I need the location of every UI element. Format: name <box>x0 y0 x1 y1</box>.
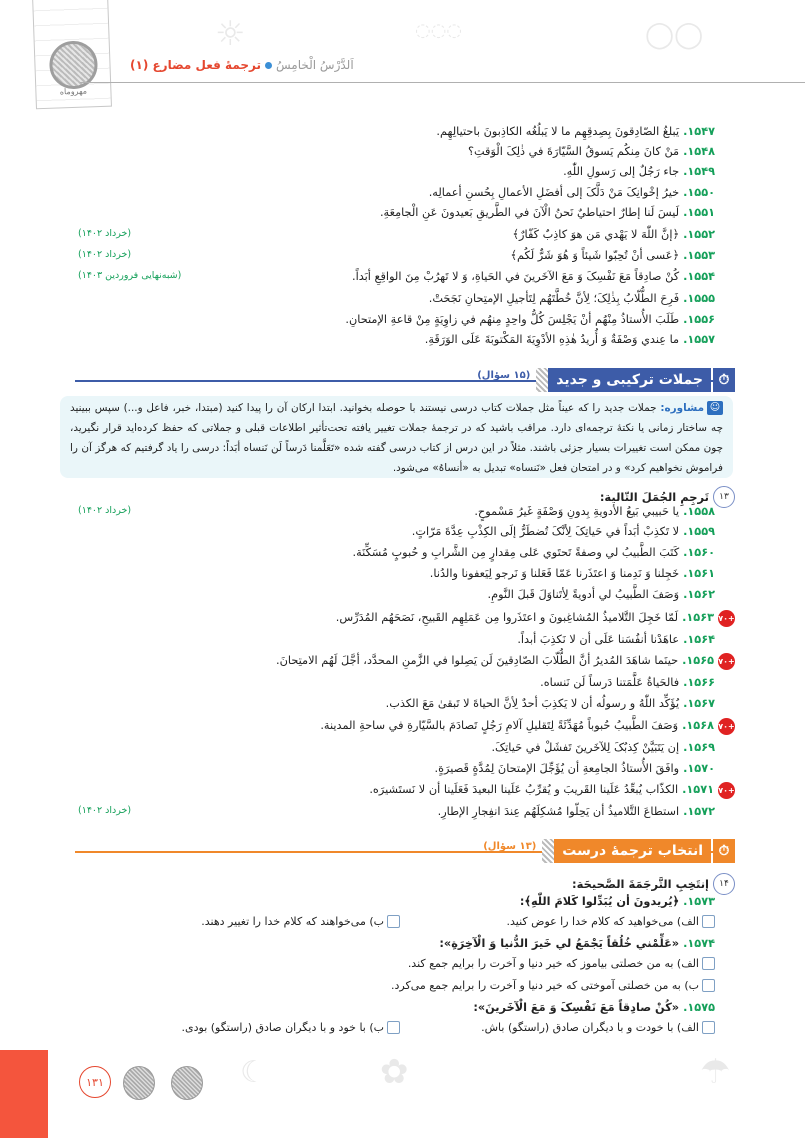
exercise-title: تَرجِمِ الجُمَلَ التّالیة: <box>599 490 709 504</box>
plus-70-badge: +۷۰ <box>718 610 735 627</box>
checkbox[interactable] <box>702 1021 715 1034</box>
advice-text: جملات جدید را که عیناً مثل جملات کتاب درسی نیستند با حوصله بخوانید. ابتدا ارکان آن را پیدا کنید (مبتدا، خبر، فاعل و...) سپس ببینید چه ساختار زمانی یا نکتهٔ ترجمه‌ای دارد. مراقب باشید که در ترجمهٔ جملات تغییر یافته تحت‌تأثیر اطلاعات قبلی و جملاتی که حفظ کرده‌اید قرار نگیرید، چون ممکن است تغییرات بسیار جزئی باشند. مثلاً در این درس از کتاب درسی گفته شده «تَعَلَّمنا دَرساً لَن نَنساه أبَداً: درسی را یاد گرفتیم که هرگز آن را فراموش نخواهیم کرد» و در امتحان فعل «نَنساه» تبدیل به «أنساهُ» می‌شود. <box>70 402 723 474</box>
question-text: جاء رَجُلٌ إلی رَسولِ اللّٰهِ. <box>563 165 680 178</box>
question-text: لا تَکذِبْ أبَداً في حَیاتِکَ لِأنَّکَ تُضطَرُّ إلَی الکِذْبِ عِدَّةَ مَرّاتٍ. <box>411 525 680 538</box>
checkbox[interactable] <box>387 915 400 928</box>
question-number: ۱۵۶۱. <box>683 567 715 580</box>
question-text: یَبلغُ الصّادِقونَ بِصِدقِهِم ما لا یَبلُغُه الکاذِبونَ باحتیالِهِم. <box>436 125 680 138</box>
question-number: ۱۵۶۲. <box>683 588 715 601</box>
question-text: خَجِلنا وَ نَدِمنا وَ اعتَذَرنا عَمّا فَعَلنا وَ نَرجو لِیَعفونا والدُنا. <box>429 567 680 580</box>
mcq-question <box>520 893 715 911</box>
question-item <box>353 544 715 562</box>
option-label: ب) می‌خواهند که کلام خدا را تغییر دهند. <box>201 915 384 928</box>
option-label: ب) با خود و با دیگران صادق (راستگو) بودی. <box>181 1021 384 1034</box>
question-number: ۱۵۷۵. <box>683 1001 715 1014</box>
question-text: «کُنْ صادِقاً مَعَ نَفْسِکَ وَ مَعَ الْآخَرینَ»: <box>473 1001 680 1014</box>
question-number: ۱۵۶۶. <box>683 676 715 689</box>
exam-source-tag: (شبه‌نهایی فروردین ۱۴۰۳) <box>78 270 182 281</box>
question-text: لَیسَ لَنا إطارٌ احتیاطيٌ نَحنُ الْآنَ في الطَّریقِ بَعیدونَ عَنِ الْجامِعَةِ. <box>379 206 680 219</box>
question-text: لَمّا خَجِلَ التَّلامیذُ المُشاغِبونَ و اعتَذَروا مِن عَمَلِهِم القَبیحِ، نَصَحَهُم المُدَرِّس. <box>335 611 679 624</box>
question-item <box>435 760 715 778</box>
question-item <box>320 717 735 735</box>
question-text: استطاعَ التَّلامیذُ أن یَحِلّوا مُشکِلَهُم عِندَ انفِجارِ الإطارِ. <box>437 805 680 818</box>
question-number: ۱۵۷۲. <box>683 805 715 818</box>
question-number: ۱۵۶۹. <box>683 741 715 754</box>
question-text: خیرُ إخْوانِکَ مَنْ دَلَّکَ إلی أفضَلِ الأعمالِ بِحُسنِ أعمالِه. <box>428 186 680 199</box>
exercise-badge: ۱۴ <box>713 873 735 895</box>
plus-70-badge: +۷۰ <box>718 718 735 735</box>
hatched-circle-icon <box>171 1066 203 1100</box>
question-text: کُنْ صادِقاً مَعَ نَفْسِکَ وَ مَعَ الآخَرینَ في الحَیاةِ، وَ لا تَهرُبْ مِنَ الواقِعِ أبَداً. <box>351 270 680 283</box>
question-item <box>512 226 715 244</box>
option-label: ب) به من خصلتی آموختی که خیر دنیا و آخرت را برایم جمع می‌کرد. <box>391 979 699 992</box>
exam-source-tag: (خرداد ۱۴۰۲) <box>78 805 132 816</box>
option-b[interactable] <box>391 979 715 992</box>
advice-label: مشاوره: <box>660 402 704 414</box>
section-header-2 <box>483 839 735 863</box>
section-title-1: جملات ترکیبی و جدید <box>548 368 711 392</box>
page-edge-tab <box>0 1050 48 1138</box>
question-number: ۱۵۷۱. <box>682 783 714 796</box>
question-item <box>510 247 715 265</box>
question-number: ۱۵۵۹. <box>683 525 715 538</box>
question-count-1: (۱۵ سؤال) <box>477 369 531 381</box>
question-item <box>517 631 715 649</box>
question-item <box>336 609 735 627</box>
balls-deco-icon: ◌◌◌ <box>415 20 463 41</box>
header-divider <box>80 82 805 83</box>
question-number: ۱۵۵۳. <box>683 249 715 262</box>
question-number: ۱۵۶۳. <box>682 611 714 624</box>
question-item <box>412 523 715 541</box>
question-item <box>563 163 715 181</box>
question-text: مَنْ کانَ مِنکُم یَسوقُ السَّیّارَةَ في ذٰلِکَ الْوَقتِ؟ <box>467 145 680 158</box>
question-number: ۱۵۵۴. <box>683 270 715 283</box>
question-number: ۱۵۵۶. <box>683 313 715 326</box>
question-text: کَتَبَ الطَّبیبُ لي وصفةً تَحتَوي عَلی مِقدارٍ مِن الشَّرابِ و حُبوبٍ مُسَکِّنَة. <box>352 546 680 559</box>
advisor-icon: ☺ <box>707 401 723 415</box>
stopwatch-icon: ⏱ <box>713 368 735 392</box>
question-text: وَصَفَ الطَّبیبُ حُبوباً مُهَدِّئَةً لِتَقلیلِ آلامِ رَجُلٍ تَصادَمَ بالسَّیّارةِ في ساحةِ المدینة. <box>320 719 679 732</box>
question-text: ﴿إنَّ اللّٰهَ لا یَهْدي مَن هوَ کاذِبٌ کَفّارٌ﴾ <box>512 228 680 241</box>
question-item <box>352 268 715 286</box>
glasses-deco-icon: ◯◯ <box>645 20 704 50</box>
page-header <box>130 58 354 72</box>
question-text: حینَما شاهَدَ المُدیرُ أنَّ الطُّلّابَ الصّادِقینَ لَن یَصِلوا في الزَّمنِ المحدَّد، أجَّلَ لَهُم الامتِحانَ. <box>276 654 679 667</box>
mcq-question <box>473 999 715 1017</box>
question-item <box>488 586 716 604</box>
publisher-logo-card <box>32 0 112 109</box>
question-number: ۱۵۷۴. <box>683 937 715 950</box>
hatched-circle-icon <box>123 1066 155 1100</box>
exercise-badge: ۱۳ <box>713 486 735 508</box>
question-item <box>276 652 735 670</box>
mcq-question <box>439 935 715 953</box>
question-text: یا حَبیبي بَیعُ الأدویةِ بِدونِ وَصْفَةٍ غَیرُ مَسْموحٍ. <box>474 505 680 518</box>
option-label: الف) به من خصلتی بیاموز که خیر دنیا و آخرت را برایم جمع کند. <box>407 957 699 970</box>
question-number: ۱۵۷۳. <box>683 895 715 908</box>
question-text: عاهَدْنا أنفُسَنا عَلَی أن لا نَکذِبَ أبداً. <box>517 633 680 646</box>
umbrella-deco-icon: ☂ <box>700 1052 731 1092</box>
question-item <box>429 290 715 308</box>
lesson-title: اَلدَّرْسُ الْخامِسُ <box>275 58 354 72</box>
question-item <box>425 331 715 349</box>
option-b[interactable] <box>182 1021 401 1034</box>
plus-70-badge: +۷۰ <box>718 653 735 670</box>
question-number: ۱۵۴۸. <box>683 145 715 158</box>
question-number: ۱۵۵۸. <box>683 505 715 518</box>
question-number: ۱۵۶۰. <box>683 546 715 559</box>
question-text: إن یَتَبَیَّنْ کِذبُکَ لِلآخَرینَ تَفشَلْ في حَیاتِکَ. <box>491 741 680 754</box>
exam-source-tag: (خرداد ۱۴۰۲) <box>78 249 132 260</box>
question-item <box>429 184 715 202</box>
option-a[interactable] <box>507 915 716 928</box>
option-label: الف) با خودت و با دیگران صادق (راستگو) باش. <box>481 1021 699 1034</box>
question-item <box>474 503 715 521</box>
section-header-1 <box>477 368 735 392</box>
question-number: ۱۵۴۷. <box>683 125 715 138</box>
question-item <box>491 739 715 757</box>
question-text: فَرِحَ الطُّلّابُ بِذٰلِکَ؛ لِأنَّ خُطَّتَهُم لِتَأجیلِ الإمتِحانِ نَجَحَتْ. <box>428 292 680 305</box>
exercise-title: إنتَخِبِ التَّرجَمَةَ الصَّحیحَة: <box>572 877 709 891</box>
question-text: وافَقَ الأُستاذُ الجامِعةِ أن یُؤَجِّلَ الإمتحانَ لِمُدَّةٍ قَصیرَةٍ. <box>434 762 680 775</box>
advice-box <box>60 396 733 478</box>
question-text: یُؤَکِّد اللّٰهُ و رسولُه أن لا یَکذِبَ أحدٌ لِأنَّ الحیاةَ لا تَبقیٰ مَعَ الکذب. <box>385 697 680 710</box>
logo-text: مهروماه <box>59 86 88 97</box>
question-text: «عَلِّمْني خُلُقاً یَجْمَعُ لي خَیرَ الدُّنیا وَ الْآخِرَةِ»: <box>439 937 680 950</box>
question-item <box>386 695 715 713</box>
plus-70-badge: +۷۰ <box>718 782 735 799</box>
question-item <box>436 123 715 141</box>
question-number: ۱۵۶۷. <box>683 697 715 710</box>
question-text: ﴿عَسی أنْ تُحِبّوا شَیئاً وَ هُوَ شَرٌّ لَکُم﴾ <box>510 249 680 262</box>
question-text: ما عِندي وَصْفَةٌ وَ أُریدُ هٰذِهِ الأدْوِیَةَ المَکْتوبَةَ عَلَی الوَرَقَةِ. <box>424 333 680 346</box>
question-item <box>369 781 735 799</box>
question-number: ۱۵۵۲. <box>683 228 715 241</box>
star-deco-icon: ✿ <box>380 1052 409 1092</box>
question-text: ﴿یُریدونَ أن یُبَدِّلوا کَلامَ اللّٰهِ﴾: <box>519 895 680 908</box>
exam-source-tag: (خرداد ۱۴۰۲) <box>78 505 132 516</box>
question-number: ۱۵۵۱. <box>683 206 715 219</box>
checkbox[interactable] <box>702 915 715 928</box>
exam-source-tag: (خرداد ۱۴۰۲) <box>78 228 132 239</box>
hatch-icon <box>542 839 554 863</box>
question-item <box>540 674 715 692</box>
question-count-2: (۱۳ سؤال) <box>483 840 537 852</box>
question-number: ۱۵۷۰. <box>683 762 715 775</box>
question-text: طَلَبَ الأُستاذُ مِنْهُم أنْ یَجْلِسَ کُلُّ واحِدٍ مِنهُم في زاوِیَةٍ مِنْ قاعةِ الإمتحانِ. <box>345 313 680 326</box>
option-label: الف) می‌خواهید که کلام خدا را عوض کنید. <box>506 915 699 928</box>
stopwatch-icon: ⏱ <box>713 839 735 863</box>
question-number: ۱۵۶۴. <box>683 633 715 646</box>
section-title-2: انتخاب ترجمهٔ درست <box>554 839 711 863</box>
checkbox[interactable] <box>387 1021 400 1034</box>
question-item <box>380 204 715 222</box>
question-item <box>430 565 715 583</box>
question-number: ۱۵۶۵. <box>682 654 714 667</box>
hatch-icon <box>536 368 548 392</box>
option-a[interactable] <box>481 1021 715 1034</box>
exercise-14-heading <box>572 873 735 895</box>
dot-icon <box>265 62 272 69</box>
question-number: ۱۵۵۷. <box>683 333 715 346</box>
question-number: ۱۵۶۸. <box>682 719 714 732</box>
moon-deco-icon: ☾ <box>240 1055 267 1090</box>
question-text: فالحَیاةُ عَلَّمَتنا دَرساً لَن نَنساه. <box>540 676 680 689</box>
question-text: الکذّاب یُبعِّدُ عَلَینا القَریبَ و یُقرِّبُ عَلَینا البعیدَ فَعَلَینا أن لا نَستَشیرَه. <box>369 783 679 796</box>
page-number: ۱۳۱ <box>79 1066 111 1098</box>
question-text: وَصَفَ الطَّبیبُ لي أدویةً لِأتَناوَلَ قَبلَ النَّومِ. <box>487 588 680 601</box>
option-b[interactable] <box>201 915 400 928</box>
sun-deco-icon: ☼ <box>215 14 246 54</box>
question-item <box>438 803 715 821</box>
topic-title: ترجمهٔ فعل مضارع (۱) <box>130 58 261 72</box>
question-item <box>468 143 715 161</box>
question-number: ۱۵۴۹. <box>683 165 715 178</box>
question-number: ۱۵۵۵. <box>683 292 715 305</box>
question-number: ۱۵۵۰. <box>683 186 715 199</box>
checkbox[interactable] <box>702 957 715 970</box>
question-item <box>345 311 715 329</box>
option-a[interactable] <box>408 957 715 970</box>
checkbox[interactable] <box>702 979 715 992</box>
